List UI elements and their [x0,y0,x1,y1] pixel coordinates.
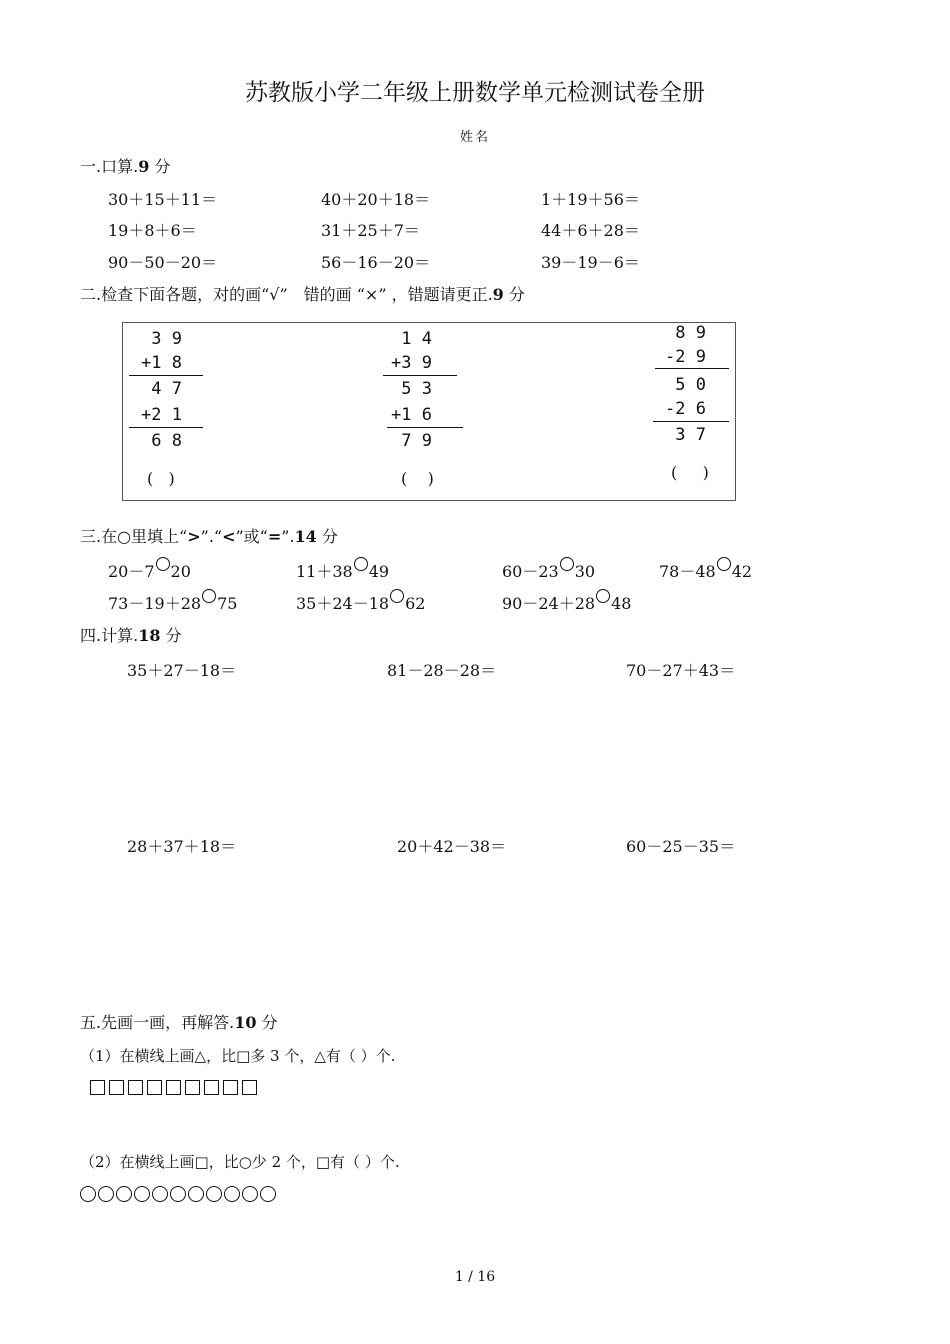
calc-row: +1 8 [141,353,182,373]
section-5-heading [80,1010,278,1033]
section-1-heading [80,154,170,177]
section-2-score: 9 [492,285,504,304]
calc-row: 6 8 [141,431,182,451]
calc-line [383,375,457,376]
circle-icon [152,1186,168,1202]
calc-item: 81－28－28＝ [387,661,497,680]
calc-row: +1 6 [391,405,432,425]
circle-icon [116,1186,132,1202]
square-icon [147,1080,162,1095]
oral-item: 40＋20＋18＝ [321,190,431,209]
oral-item: 31＋25＋7＝ [321,221,420,240]
section-2-unit: 分 [508,285,525,304]
compare-item: 78－48 42 [659,557,752,582]
question-2: （2）在横线上画□，比○少 2 个，□有（ ）个. [80,1153,400,1171]
oral-item: 44＋6＋28＝ [541,221,640,240]
compare-item: 11＋38 49 [296,557,389,582]
answer-paren[interactable]: ( ) [401,469,434,488]
oral-item: 19＋8＋6＝ [108,221,197,240]
section-1-title: 一.口算. [80,157,139,176]
calc-item: 60－25－35＝ [626,837,736,856]
calc-row: -2 9 [665,347,706,367]
circle-icon [260,1186,276,1202]
circle-blank-icon[interactable] [717,557,731,571]
lt-symbol: < [222,527,236,546]
square-icon [90,1080,105,1095]
vertical-calc-box [122,322,736,501]
section-3-title: 三.在○里填上“ [80,527,188,546]
circle-icon [98,1186,114,1202]
page-number: 1 / 16 [454,1269,496,1285]
compare-item: 73－19＋28 75 [108,589,237,614]
name-label: 姓名 [459,130,490,145]
circle-row [80,1186,278,1206]
section-5-score: 10 [234,1013,257,1032]
square-icon [185,1080,200,1095]
calc-line [129,427,203,428]
circle-blank-icon[interactable] [560,557,574,571]
calc-row: 3 9 [141,329,182,349]
circle-blank-icon[interactable] [202,589,216,603]
calc-row: +3 9 [391,353,432,373]
circle-blank-icon[interactable] [354,557,368,571]
oral-item: 90－50－20＝ [108,253,218,272]
circle-blank-icon[interactable] [596,589,610,603]
gt-symbol: > [187,527,201,546]
square-row [90,1080,261,1099]
circle-icon [170,1186,186,1202]
calc-row: 1 4 [391,329,432,349]
section-5-title: 五.先画一画，再解答. [80,1013,235,1032]
section-1-score: 9 [138,157,150,176]
calc-item: 28＋37＋18＝ [127,837,237,856]
circle-blank-icon[interactable] [156,557,170,571]
calc-row: 4 7 [141,379,182,399]
compare-item: 90－24＋28 48 [502,589,631,614]
square-icon [223,1080,238,1095]
section-4-heading [80,623,182,646]
section-4-unit: 分 [165,626,182,645]
circle-blank-icon[interactable] [390,589,404,603]
compare-item: 60－23 30 [502,557,595,582]
calc-row: 8 9 [665,323,706,343]
calc-line [655,368,729,369]
calc-row: 5 0 [665,375,706,395]
calc-row: 5 3 [391,379,432,399]
square-icon [109,1080,124,1095]
section-3-heading: 三.在○里填上“>”.“<”或“=”.14 分 [80,527,338,546]
circle-icon [188,1186,204,1202]
section-1-unit: 分 [154,157,171,176]
compare-item: 20－7 20 [108,557,191,582]
calc-line [653,421,729,422]
circle-icon [242,1186,258,1202]
square-icon [128,1080,143,1095]
question-1: （1）在横线上画△，比□多 3 个，△有（ ）个. [80,1047,396,1065]
square-icon [242,1080,257,1095]
calc-row: 7 9 [391,431,432,451]
calc-row: -2 6 [665,399,706,419]
section-5-unit: 分 [261,1013,278,1032]
section-4-title: 四.计算. [80,626,139,645]
answer-paren[interactable]: ( ) [671,463,709,482]
section-2-heading [80,282,525,305]
calc-item: 70－27＋43＝ [626,661,736,680]
section-3-unit: 分 [321,527,338,546]
compare-item: 35＋24－18 62 [296,589,425,614]
section-2-title: 二.检查下面各题，对的画“√” 错的画 “×” ，错题请更正. [80,285,493,304]
calc-row: +2 1 [141,405,182,425]
circle-icon [224,1186,240,1202]
circle-icon [206,1186,222,1202]
page-title: 苏教版小学二年级上册数学单元检测试卷全册 [245,80,705,106]
circle-icon [134,1186,150,1202]
calc-line [129,375,203,376]
oral-item: 56－16－20＝ [321,253,431,272]
eq-symbol: = [267,527,282,546]
section-3-score: 14 [294,527,317,546]
calc-line [387,427,463,428]
calc-item: 20＋42－38＝ [397,837,507,856]
section-4-score: 18 [138,626,161,645]
square-icon [204,1080,219,1095]
square-icon [166,1080,181,1095]
circle-icon [80,1186,96,1202]
calc-row: 3 7 [665,425,706,445]
oral-item: 30＋15＋11＝ [108,190,218,209]
answer-paren[interactable]: ( ) [147,469,175,488]
calc-item: 35＋27－18＝ [127,661,237,680]
oral-item: 39－19－6＝ [541,253,640,272]
oral-item: 1＋19＋56＝ [541,190,640,209]
